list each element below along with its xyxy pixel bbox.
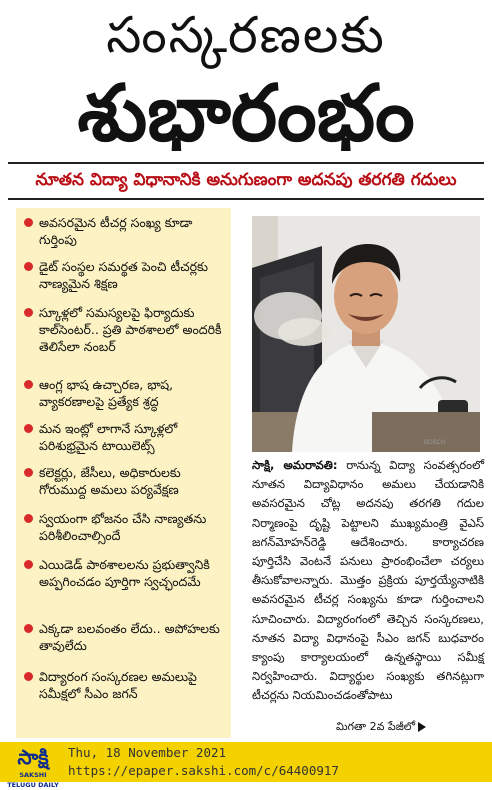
continued-text: మిగతా 2వ పేజీలో xyxy=(336,720,416,733)
key-point xyxy=(24,420,224,454)
key-point xyxy=(24,304,224,355)
key-point-text: విద్యారంగ సంస్కరణల అమలుపై సమీక్షలో సీఎం జగన్ xyxy=(39,669,197,701)
key-point xyxy=(24,668,224,702)
bullet-icon xyxy=(24,468,33,477)
key-point xyxy=(24,214,224,248)
key-point xyxy=(24,510,224,544)
key-point-text: ఎయిడెడ్ పాఠశాలలను ప్రభుత్వానికి అప్పగించడం పూర్తిగా స్వచ్ఛందమే xyxy=(39,557,210,589)
bullet-icon xyxy=(24,424,33,433)
footer-bar xyxy=(0,742,492,789)
key-point-text: అవసరమైన టీచర్ల సంఖ్య కూడా గుర్తింపు xyxy=(39,215,193,247)
bullet-icon xyxy=(24,514,33,523)
bullet-icon xyxy=(24,218,33,227)
epaper-link[interactable]: https://epaper.sakshi.com/c/64400917 xyxy=(68,763,339,778)
logo-text: సాక్షి xyxy=(17,745,49,769)
bullet-icon xyxy=(24,624,33,633)
headline-line1: సంస్కరణలకు xyxy=(106,6,386,64)
dateline: సాక్షి, అమరావతి: xyxy=(252,458,338,472)
key-point-text: స్కూళ్లలో సమస్యలపై ఫిర్యాదుకు కాల్‌సెంటర్.. ప్రతి పాఠశాలలో అందరికీ తెలిసేలా నంబర్ xyxy=(39,305,222,354)
edition-date: Thu, 18 November 2021 xyxy=(68,745,227,760)
subheadline: నూతన విద్యా విధానానికి అనుగుణంగా అదనపు తరగతి గదులు xyxy=(35,170,457,190)
key-point-text: స్వయంగా భోజనం చేసి నాణ్యతను పరిశీలించాల్సిందే xyxy=(39,511,207,543)
key-point-text: కలెక్టర్లు, జేసీలు, అధికారులకు గోరుముద్ద అమలు పర్యవేక్షణ xyxy=(39,465,181,497)
logo-subtitle: SAKSHI TELUGU DAILY xyxy=(7,771,59,789)
key-point xyxy=(24,556,224,590)
key-point-text: డైట్ సంస్థల సమర్థత పెంచి టీచర్లకు నాణ్యమైన శిక్షణ xyxy=(39,259,208,291)
key-point xyxy=(24,464,224,498)
continued-note xyxy=(336,720,426,736)
photo-nameplate: BOSCH xyxy=(424,440,446,446)
key-point-text: మన ఇంట్లో లాగానే స్కూళ్లలో పరిశుభ్రమైన టాయిలెట్స్ xyxy=(39,421,178,453)
news-photo xyxy=(252,216,480,452)
key-point-text: ఆంగ్ల భాష ఉచ్చారణ, భాష, వ్యాకరణాలపై ప్రత్యేక శ్రద్ధ xyxy=(39,377,174,409)
key-point xyxy=(24,620,224,654)
article-text: రానున్న విద్యా సంవత్సరంలో నూతన విద్యావిధానం అమలు చేయడానికి అవసరమైన చోట్ల అదనపు తరగతి గదుల నిర్మాణంపై దృష్టి పెట్టాలని ముఖ్యమంత్రి వైఎస్ జగన్‌మోహన్‌రెడ్డి ఆదేశించారు. కార్యాచరణ పూర్తిచేసి వెంటనే పనులు ప్రారంభించేలా చర్యలు తీసుకోవాలన్నారు. మొత్తం ప్రక్రియ పూర్తయ్యేనాటికి అవసరమైన టీచర్ల సంఖ్యను కూడా గుర్తించాలని సూచించారు. విద్యారంగంలో తెచ్చిన సంస్కరణలు, నూతన విద్యా విధానంపై సీఎం జగన్ బుధవారం క్యాంపు కార్యాలయంలో ఉన్నతస్థాయి సమీక్ష నిర్వహించారు. విద్యార్థుల సంఖ్యకు తగినట్లుగా టీచర్లను నియమించడంతోపాటు xyxy=(252,458,484,703)
key-point-text: ఎక్కడా బలవంతం లేదు.. అపోహలకు తావులేదు xyxy=(39,621,220,653)
key-point xyxy=(24,258,224,292)
bullet-icon xyxy=(24,380,33,389)
key-point xyxy=(24,376,224,410)
headline-line2: శుభారంభం xyxy=(77,69,415,159)
headline-rule-bottom xyxy=(8,198,484,200)
key-points-box xyxy=(16,208,231,738)
bullet-icon xyxy=(24,560,33,569)
bullet-icon xyxy=(24,308,33,317)
bullet-icon xyxy=(24,672,33,681)
arrow-right-icon xyxy=(418,722,426,732)
photo-illustration xyxy=(252,216,480,452)
sakshi-logo[interactable] xyxy=(4,744,62,789)
bullet-icon xyxy=(24,262,33,271)
article-body xyxy=(252,456,484,706)
